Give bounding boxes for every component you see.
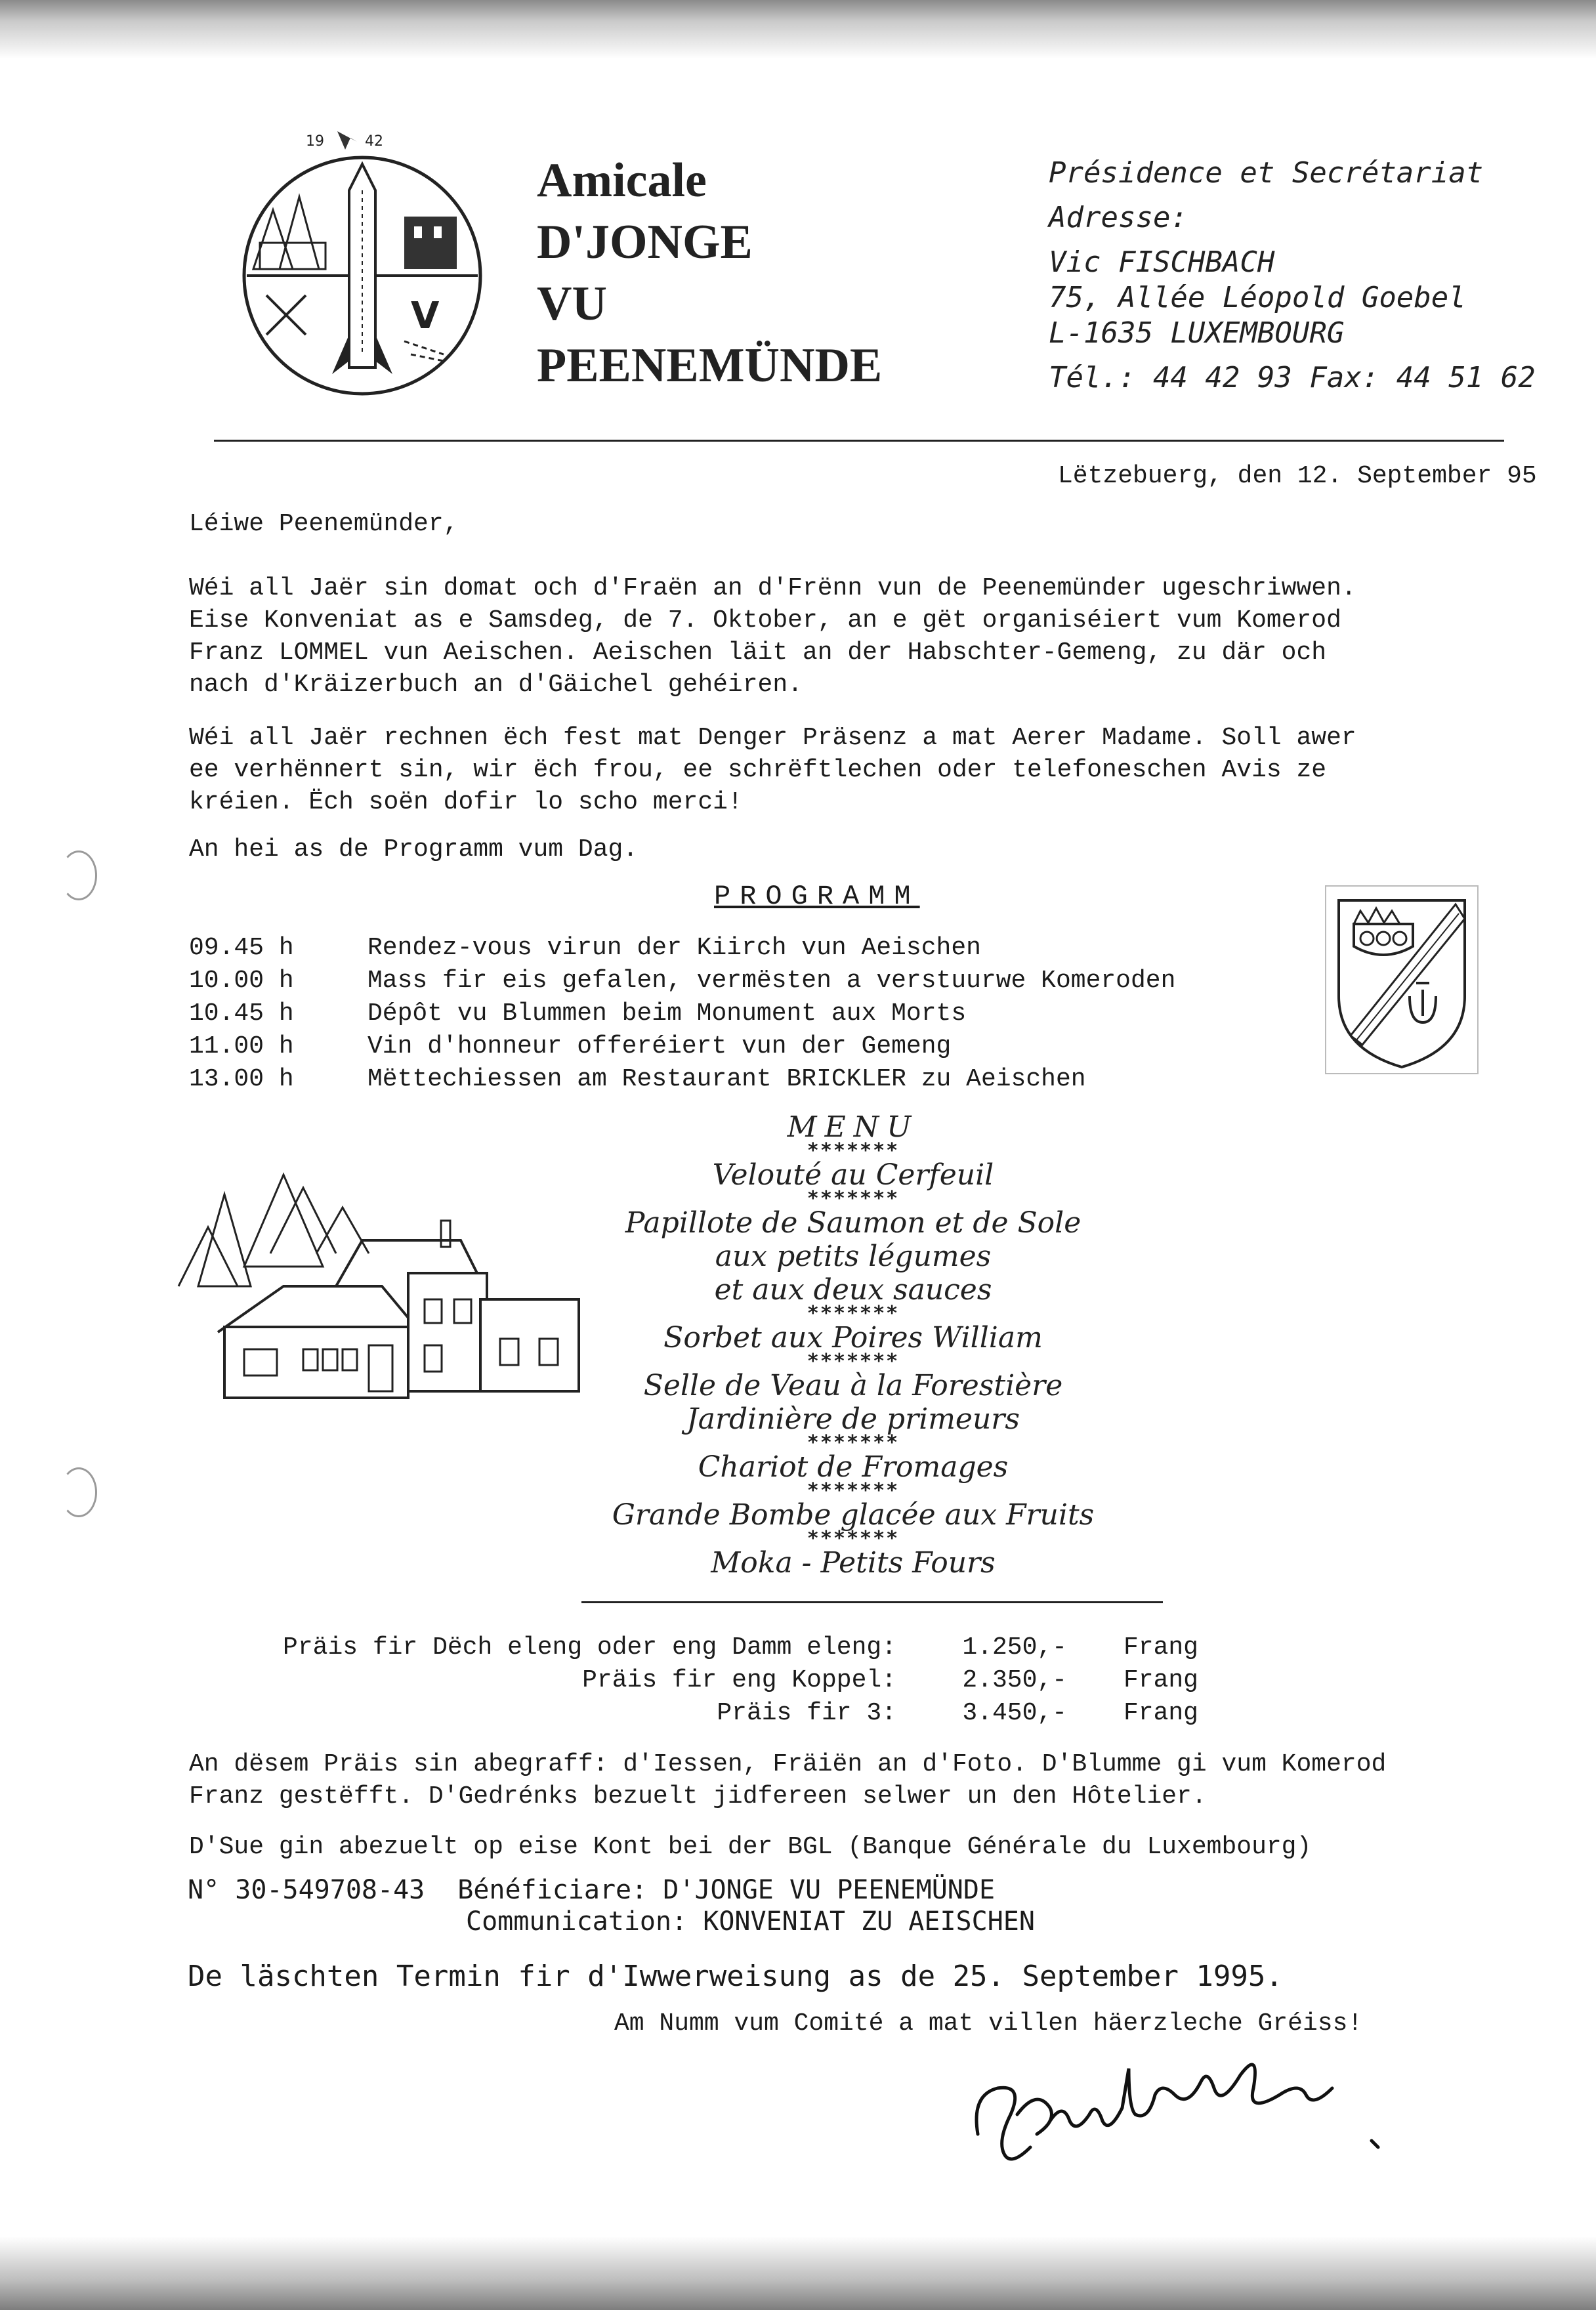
paragraph-line: Eise Konveniat as e Samsdeg, de 7. Oktober, an e gët organiséiert vum Komerod	[189, 606, 1341, 635]
org-line: Amicale	[537, 154, 707, 207]
price-unit: Frang	[1123, 1666, 1198, 1694]
salutation: Léiwe Peenemünder,	[189, 510, 459, 538]
paragraph-attendance	[189, 722, 1356, 818]
menu-item: aux petits légumes	[715, 1240, 992, 1273]
house-illustration	[172, 1155, 592, 1404]
paragraph-line: nach d'Kräizerbuch an d'Gäichel gehéiren.	[189, 671, 803, 699]
contact-line: 75, Allée Léopold Goebel	[1049, 281, 1466, 314]
bank-row	[188, 1906, 1035, 1937]
bank-details	[188, 1874, 1035, 1937]
menu-item: Moka - Petits Fours	[711, 1546, 996, 1580]
svg-text:V: V	[411, 295, 440, 337]
program-row	[189, 1030, 1175, 1063]
scan-edge-top	[0, 0, 1596, 59]
included-note	[189, 1748, 1386, 1813]
contact-block	[1049, 151, 1536, 400]
paragraph-intro	[189, 572, 1356, 701]
paragraph-line: Franz LOMMEL vun Aeischen. Aeischen läit an der Habschter-Gemeng, zu där och	[189, 639, 1327, 667]
menu-separator: *******	[807, 1479, 900, 1502]
handwritten-signature	[952, 2055, 1424, 2180]
price-amount: 1.250,-	[962, 1633, 1067, 1662]
program-text: Rendez-vous virun der Kiirch vun Aeischen	[368, 934, 981, 962]
menu-divider	[581, 1601, 1163, 1603]
organization-name	[537, 150, 882, 396]
paragraph-line: kréien. Ëch soën dofir lo scho merci!	[189, 788, 743, 816]
menu-item: Grande Bombe glacée aux Fruits	[612, 1498, 1095, 1532]
paragraph-line: Wéi all Jaër sin domat och d'Fraën an d'Frënn vun de Peenemünder ugeschriwwen.	[189, 574, 1356, 602]
account-number: N° 30-549708-43	[188, 1875, 425, 1905]
payment-note: D'Sue gin abezuelt op eise Kont bei der BGL (Banque Générale du Luxembourg)	[189, 1833, 1312, 1861]
contact-line: Présidence et Secrétariat	[1049, 156, 1484, 190]
menu-separator: *******	[807, 1139, 900, 1162]
org-line: D'JONGE	[537, 215, 753, 269]
menu-separator: *******	[807, 1350, 900, 1373]
program-title: PROGRAMM	[714, 881, 920, 912]
menu-item: Chariot de Fromages	[698, 1450, 1009, 1484]
beneficiary: Bénéficiare: D'JONGE VU PEENEMÜNDE	[457, 1875, 996, 1905]
price-label: Präis fir eng Koppel:	[582, 1666, 896, 1694]
menu-item: et aux deux sauces	[714, 1273, 992, 1307]
program-row	[189, 965, 1175, 998]
program-time: 10.00 h	[189, 967, 294, 995]
program-row	[189, 998, 1175, 1030]
paragraph-line: Wéi all Jaër rechnen ëch fest mat Denger Präsenz a mat Aerer Madame. Soll awer	[189, 724, 1356, 752]
association-logo	[234, 118, 491, 420]
payment-deadline: De läschten Termin fir d'Iwwerweisung as de 25. September 1995.	[188, 1960, 1283, 1993]
program-time: 10.45 h	[189, 999, 294, 1028]
svg-text:19: 19	[306, 133, 324, 150]
program-schedule	[189, 932, 1175, 1096]
price-row	[189, 1664, 1198, 1697]
org-line: PEENEMÜNDE	[537, 339, 883, 392]
punch-hole-upper	[60, 850, 97, 900]
price-amount: 3.450,-	[962, 1699, 1067, 1727]
menu-item: Selle de Veau à la Forestière	[643, 1369, 1063, 1402]
price-unit: Frang	[1123, 1633, 1198, 1662]
program-text: Vin d'honneur offeréiert vun der Gemeng	[368, 1032, 952, 1060]
punch-hole-lower	[60, 1467, 97, 1517]
program-time: 11.00 h	[189, 1032, 294, 1060]
letter-date: Lëtzebuerg, den 12. September 95	[1058, 462, 1537, 490]
menu-item: Sorbet aux Poires William	[663, 1321, 1043, 1354]
paragraph-line: An dësem Präis sin abegraff: d'Iessen, Fräiën an d'Foto. D'Blumme gi vum Komerod	[189, 1750, 1387, 1778]
program-time: 13.00 h	[189, 1065, 294, 1093]
menu-card	[564, 1110, 1142, 1580]
program-row	[189, 1063, 1175, 1096]
menu-title: MENU	[787, 1110, 919, 1144]
bank-row	[188, 1874, 1035, 1906]
price-amount: 2.350,-	[962, 1666, 1067, 1694]
menu-separator: *******	[807, 1302, 900, 1325]
contact-line: Tél.: 44 42 93 Fax: 44 51 62	[1049, 361, 1536, 394]
menu-item: Jardinière de primeurs	[686, 1402, 1020, 1436]
contact-line: Vic FISCHBACH	[1049, 245, 1275, 279]
price-unit: Frang	[1123, 1699, 1198, 1727]
paragraph-line: ee verhënnert sin, wir ëch frou, ee schrëftlechen oder telefoneschen Avis ze	[189, 756, 1327, 784]
program-time: 09.45 h	[189, 934, 294, 962]
program-text: Mass fir eis gefalen, vermësten a verstuurwe Komeroden	[368, 967, 1176, 995]
price-row	[189, 1697, 1198, 1730]
price-label: Präis fir Dëch eleng oder eng Damm eleng:	[283, 1633, 896, 1662]
menu-separator: *******	[807, 1527, 900, 1550]
org-line: VU	[537, 277, 607, 331]
header-divider	[214, 440, 1504, 442]
price-table	[189, 1631, 1198, 1730]
menu-item: Papillote de Saumon et de Sole	[625, 1206, 1082, 1240]
program-text: Dépôt vu Blummen beim Monument aux Morts	[368, 999, 967, 1028]
menu-separator: *******	[807, 1187, 900, 1210]
contact-line: Adresse:	[1049, 201, 1188, 234]
price-row	[189, 1631, 1198, 1664]
paragraph-line: Franz gestëfft. D'Gedrénks bezuelt jidfereen selwer un den Hôtelier.	[189, 1782, 1207, 1811]
program-intro: An hei as de Programm vum Dag.	[189, 835, 639, 864]
svg-text:42: 42	[365, 133, 383, 150]
communication: Communication: KONVENIAT ZU AEISCHEN	[466, 1906, 1035, 1937]
menu-item: Velouté au Cerfeuil	[712, 1158, 994, 1192]
closing-greeting: Am Numm vum Comité a mat villen häerzleche Gréiss!	[614, 2009, 1363, 2038]
coat-of-arms	[1324, 885, 1479, 1075]
program-text: Mëttechiessen am Restaurant BRICKLER zu Aeischen	[368, 1065, 1086, 1093]
price-label: Präis fir 3:	[717, 1699, 896, 1727]
scan-edge-bottom	[0, 2236, 1596, 2310]
menu-lines	[564, 1139, 1142, 1580]
menu-separator: *******	[807, 1431, 900, 1454]
contact-line: L-1635 LUXEMBOURG	[1049, 316, 1345, 350]
program-row	[189, 932, 1175, 965]
